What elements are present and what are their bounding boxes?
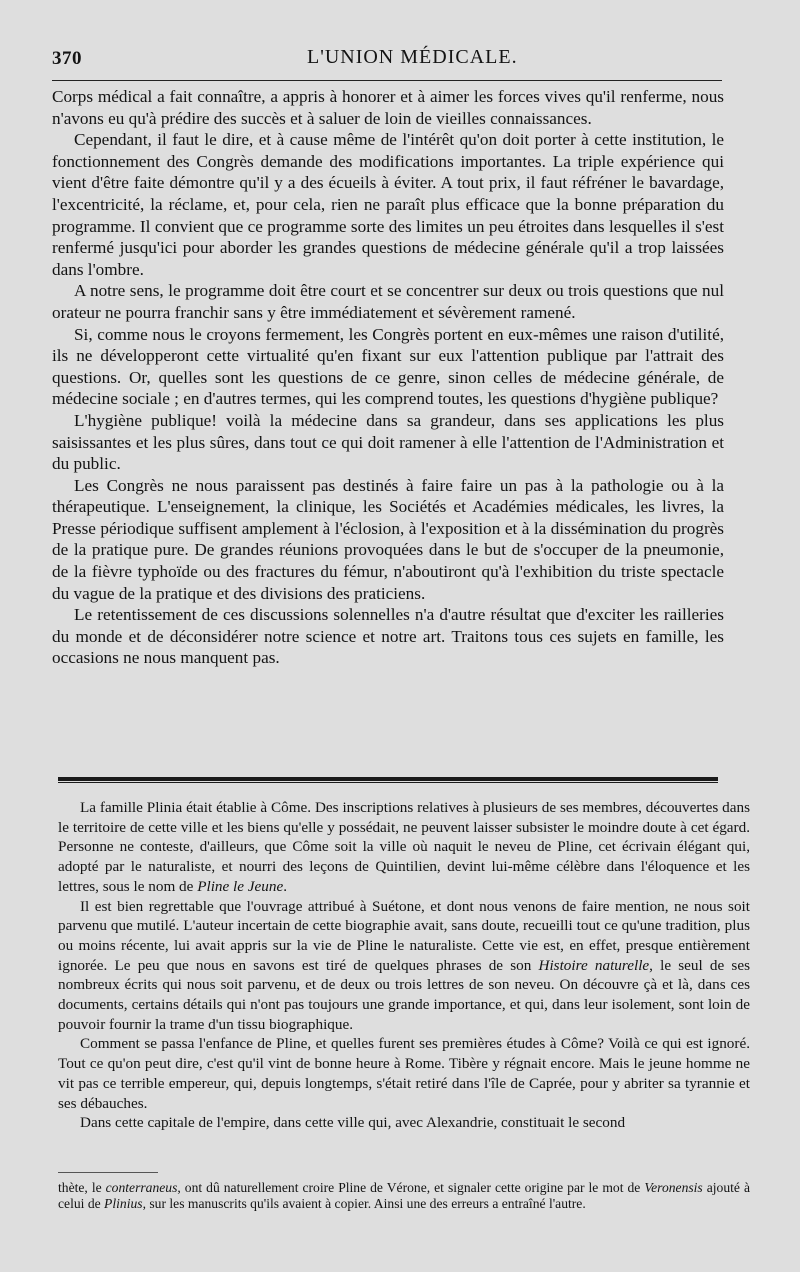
feuilleton-paragraph [58, 897, 750, 1035]
footnote [58, 1180, 750, 1212]
running-title: L'UNION MÉDICALE. [307, 46, 518, 68]
article-paragraph: Corps médical a fait connaître, a appris à honorer et à aimer les forces vives qu'il renferme, nous n'avons eu qu'à prédire des succès et à saluer de loin de vieilles connaissances. [52, 87, 724, 128]
feuilleton-paragraph: Dans cette capitale de l'empire, dans cette ville qui, avec Alexandrie, constituait le second [80, 1114, 626, 1132]
article-paragraph: Le retentissement de ces discussions solennelles n'a d'autre résultat que d'exciter les railleries du monde et de déconsidérer notre science et notre art. Traitons tous ces sujets en famille, les occasions ne nous manquent pas. [52, 605, 724, 668]
header-rule [52, 80, 722, 81]
footnote-paragraph [58, 1180, 750, 1212]
feuilleton-text: . [283, 877, 288, 895]
footnote-text: , sur les manuscrits qu'ils avaient à copier. Ainsi une des erreurs a entraîné l'autre. [142, 1196, 586, 1212]
feuilleton-paragraph: Comment se passa l'enfance de Pline, et quelles furent ses premières études à Côme? Voilà ce qui est ignoré. Tout ce qu'on peut dire, c'est qu'il vint de bonne heure à Rome. Tibère y régnait encore. Mais le jeune homme ne vit pas ce terrible empereur, qui, depuis longtemps, s'était retiré dans l'île de Caprée, pour y abriter sa tyrannie et ses débauches. [58, 1035, 750, 1112]
feuilleton-text: , le seul de ses nombreux écrits qui nous soit parvenu, et de deux ou trois lettres de son neveu. On découvre çà et là, dans ces documents, certains détails qui n'ont pas toujours une grande importance, et qui, dans leur isolement, sont loin de pouvoir fournir la trame d'un tissu biographique. [58, 956, 750, 1033]
footnote-italic: conterraneus [105, 1180, 178, 1195]
article-paragraph: L'hygiène publique! voilà la médecine dans sa grandeur, dans ses applications les plus saisissantes et les plus sûres, dans tout ce qui doit ramener à elle l'attention de l'Administration et du public. [52, 410, 724, 474]
footnote-rule [58, 1172, 158, 1173]
feuilleton-separator [58, 777, 718, 783]
footnote-text: ajouté à celui de [58, 1180, 750, 1212]
feuilleton-body [58, 798, 750, 1133]
page-header [52, 44, 722, 74]
article-paragraph: A notre sens, le programme doit être court et se concentrer sur deux ou trois questions que nul orateur ne pourra franchir sans y être immédiatement et sévèrement ramené. [52, 281, 724, 322]
footnote-italic: Veronensis [644, 1180, 703, 1195]
footnote-text: , ont dû naturellement croire Pline de Vérone, et signaler cette origine par le mot de [177, 1180, 645, 1195]
feuilleton-paragraph [58, 798, 750, 897]
footnote-text: thète, le [58, 1180, 106, 1195]
footnote-italic: Plinius [104, 1196, 143, 1212]
feuilleton-text: La famille Plinia était établie à Côme. Des inscriptions relatives à plusieurs de ses membres, découvertes dans le territoire de cette ville et les biens qu'elle y possédait, ne peuvent laisser subsister le moindre doute à cet égard. Personne ne conteste, d'ailleurs, que Côme soit la ville où naquit le neveu de Pline, cet écrivain élégant qui, adopté par le naturaliste, et nourri des leçons de Quintilien, devint lui-même célèbre dans l'éloquence et les lettres, sous le nom de [58, 799, 750, 895]
feuilleton-text: Il est bien regrettable que l'ouvrage attribué à Suétone, et dont nous venons de faire mention, ne nous soit parvenu que mutilé. L'auteur incertain de cette biographie avait, sans doute, recueilli tout ce qu'une tradition, plus ou moins récente, lui avait appris sur la vie de Pline le naturaliste. Cette vie est, en effet, presque entièrement ignorée. Le peu que nous en savons est tiré de quelques phrases de son [58, 897, 750, 974]
article-paragraph: Si, comme nous le croyons fermement, les Congrès portent en eux-mêmes une raison d'utilité, ils ne développeront cette virtualité qu'en fixant sur eux l'attention publique par l'attrait des questions. Or, quelles sont les questions de ce genre, sinon celles de médecine générale, de médecine sociale ; en d'autres termes, qui les comprend toutes, les questions d'hygiène publique? [52, 324, 724, 409]
page-number: 370 [52, 48, 82, 69]
feuilleton-italic: Histoire naturelle [538, 956, 650, 974]
feuilleton-italic: Pline le Jeune [197, 877, 284, 895]
article-body [52, 86, 724, 669]
article-paragraph: Cependant, il faut le dire, et à cause même de l'intérêt qu'on doit porter à cette institution, le fonctionnement des Congrès demande des modifications importantes. La triple expérience qui vient d'être faite démontre qu'il y a des écueils à éviter. A tout prix, il faut réfréner le bavardage, l'excentricité, la réclame, et, pour cela, rien ne paraît plus efficace que la bonne préparation du programme. Il convient que ce programme sorte des limites un peu étroites dans lesquelles il s'est renfermé jusqu'ici pour aborder les grandes questions de médecine générale qu'il a trop laissées dans l'ombre. [52, 130, 724, 279]
article-paragraph: Les Congrès ne nous paraissent pas destinés à faire faire un pas à la pathologie ou à la thérapeutique. L'enseignement, la clinique, les Sociétés et Académies médicales, les livres, la Presse périodique suffisent amplement à l'éclosion, à l'exposition et à la dissémination du progrès de la pratique pure. De grandes réunions provoquées dans le but de s'occuper de la pneumonie, de la fièvre typhoïde ou des fractures du fémur, n'aboutiront qu'à l'exhibition du triste spectacle du vague de la pratique et des divisions des praticiens. [52, 475, 724, 603]
